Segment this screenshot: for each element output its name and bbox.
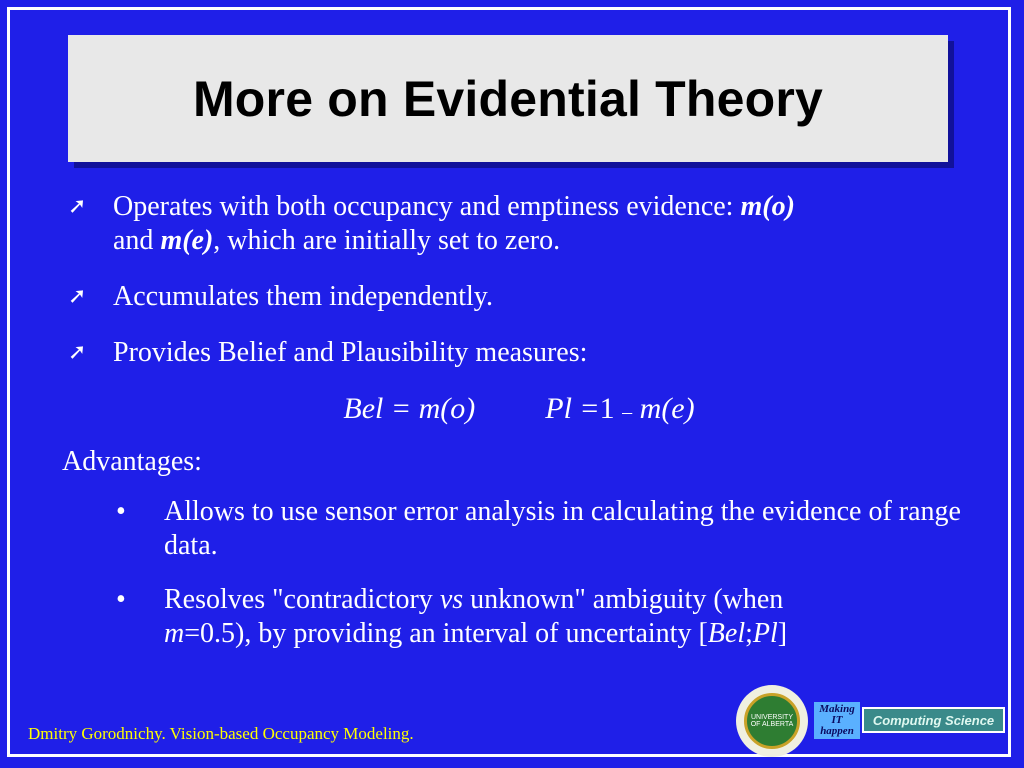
sub-bullet-2-part1: Resolves "contradictory: [164, 584, 440, 615]
bullet-1: [60, 190, 970, 258]
dot-bullet: •: [116, 584, 126, 615]
sub-bullet-2: [60, 583, 970, 651]
title-box: [68, 35, 948, 162]
computing-science-logo: Computing Science: [862, 707, 1005, 733]
sub-bullet-2-vs: vs: [439, 584, 464, 615]
advantages-heading: Advantages:: [62, 446, 202, 477]
formula-m-e: m(e): [639, 392, 695, 425]
bullet-1-and: and: [113, 225, 154, 256]
bullet-1-tail: , which are initially set to zero.: [213, 225, 561, 256]
term-m-e: m(e): [160, 225, 214, 256]
seal-inner: [744, 693, 800, 749]
sub-bullet-2-close: ]: [777, 618, 788, 649]
bullet-3: [60, 336, 970, 370]
sub-bullet-2-part2: unknown" ambiguity (when: [463, 584, 784, 615]
term-m-o: m(o): [740, 191, 795, 222]
sub-bullet-2-part3: =0.5), by providing an interval of uncertainty [: [184, 618, 708, 649]
formula: [60, 392, 970, 429]
sub-bullet-2-semicolon: ;: [745, 618, 753, 649]
formula-pl: Pl =: [545, 392, 600, 425]
slide-title: More on Evidential Theory: [192, 70, 824, 127]
bullet-2-text: Accumulates them independently.: [113, 281, 493, 312]
formula-one: 1: [599, 392, 615, 425]
sub-bullet-2-bel: Bel: [707, 618, 746, 649]
footer-credit: Dmitry Gorodnichy. Vision-based Occupancy Modeling.: [28, 724, 414, 743]
formula-minus: –: [622, 401, 633, 423]
formula-bel: Bel = m(o): [343, 392, 476, 425]
happen-word: happen: [820, 725, 854, 737]
sub-bullet-1: [60, 495, 970, 563]
bullet-2: [60, 280, 970, 314]
making-it-happen-logo: [814, 702, 860, 739]
sub-bullet-2-pl: Pl: [752, 618, 778, 649]
arrow-bullet-icon: ➚: [68, 340, 87, 365]
making-word: Making: [819, 703, 855, 715]
sub-bullet-1-text: Allows to use sensor error analysis in calculating the evidence of range data.: [164, 496, 961, 561]
dot-bullet: •: [116, 496, 126, 527]
bullet-1-text: Operates with both occupancy and emptiness evidence:: [113, 191, 734, 222]
arrow-bullet-icon: ➚: [68, 284, 87, 309]
seal-text: UNIVERSITY OF ALBERTA: [750, 714, 794, 728]
arrow-bullet-icon: ➚: [68, 194, 87, 219]
university-seal-logo: [736, 685, 808, 757]
sub-bullet-2-m: m: [164, 618, 185, 649]
bullet-3-text: Provides Belief and Plausibility measures:: [113, 337, 588, 368]
it-word: IT: [831, 714, 843, 726]
slide-content: [60, 190, 970, 671]
